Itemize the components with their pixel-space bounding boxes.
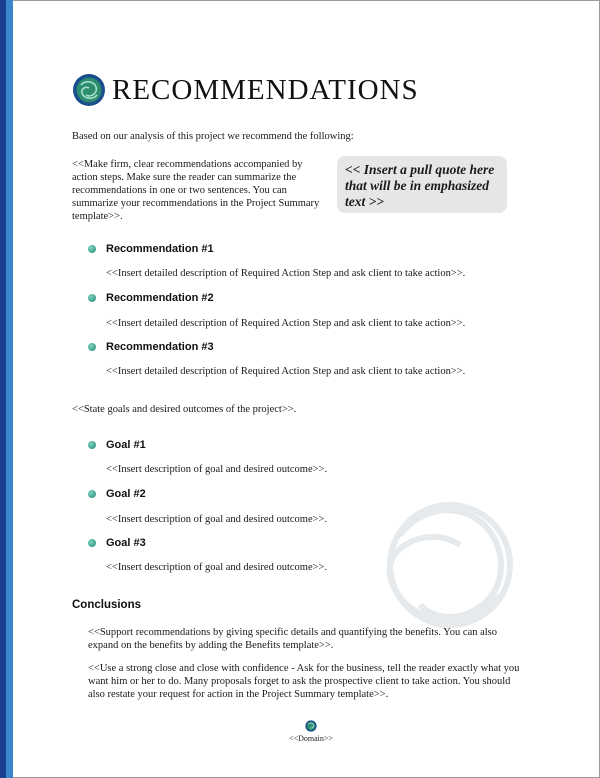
goals-statement: <<State goals and desired outcomes of the project>>. (72, 404, 297, 415)
bullet-icon (88, 441, 96, 449)
recommendation-label: Recommendation #1 (106, 243, 214, 255)
footer-domain: <<Domain>> (289, 734, 333, 743)
goal-item-2 (88, 488, 146, 500)
recommendation-label: Recommendation #2 (106, 292, 214, 304)
recommendation-description: <<Insert detailed description of Required Action Step and ask client to take action>>. (106, 268, 466, 279)
bullet-icon (88, 294, 96, 302)
page-header (72, 72, 419, 108)
bullet-icon (88, 343, 96, 351)
bullet-icon (88, 539, 96, 547)
side-accent-bar-light (6, 0, 13, 778)
intro-text: Based on our analysis of this project we recommend the following: (72, 131, 354, 142)
footer-logo-icon (305, 720, 317, 732)
conclusions-paragraph-1: <<Support recommendations by giving specific details and quantifying the benefits. You can also expand on the benefits by adding the Benefits template>>. (88, 627, 498, 651)
instruction-paragraph: <<Make firm, clear recommendations accompanied by action steps. Make sure the reader can summarize the recommendations in one or two sentences. You can summarize your recommendations in the Project Summary template>>. (72, 159, 320, 222)
recommendation-label: Recommendation #3 (106, 341, 214, 353)
recommendation-item-3 (88, 341, 214, 353)
recommendation-item-2 (88, 292, 214, 304)
pull-quote: << Insert a pull quote here that will be in emphasized text >> (337, 156, 507, 213)
conclusions-paragraph-2: <<Use a strong close and close with confidence - Ask for the business, tell the reader exactly what you want him or her to do. Many proposals forget to ask the prospective client to take action. You should also restate your request for action in the Project Summary template>>. (88, 663, 520, 700)
goal-description: <<Insert description of goal and desired outcome>>. (106, 464, 328, 475)
recommendation-item-1 (88, 243, 214, 255)
recommendation-description: <<Insert detailed description of Required Action Step and ask client to take action>>. (106, 318, 466, 329)
goal-label: Goal #3 (106, 537, 146, 549)
goal-label: Goal #2 (106, 488, 146, 500)
bullet-icon (88, 490, 96, 498)
goal-label: Goal #1 (106, 439, 146, 451)
celtic-globe-icon (72, 73, 106, 107)
goal-description: <<Insert description of goal and desired outcome>>. (106, 514, 328, 525)
recommendation-description: <<Insert detailed description of Required Action Step and ask client to take action>>. (106, 366, 466, 377)
page-title: RECOMMENDATIONS (112, 73, 419, 106)
goal-item-1 (88, 439, 146, 451)
conclusions-heading: Conclusions (72, 599, 142, 611)
goal-item-3 (88, 537, 146, 549)
goal-description: <<Insert description of goal and desired outcome>>. (106, 562, 328, 573)
bullet-icon (88, 245, 96, 253)
